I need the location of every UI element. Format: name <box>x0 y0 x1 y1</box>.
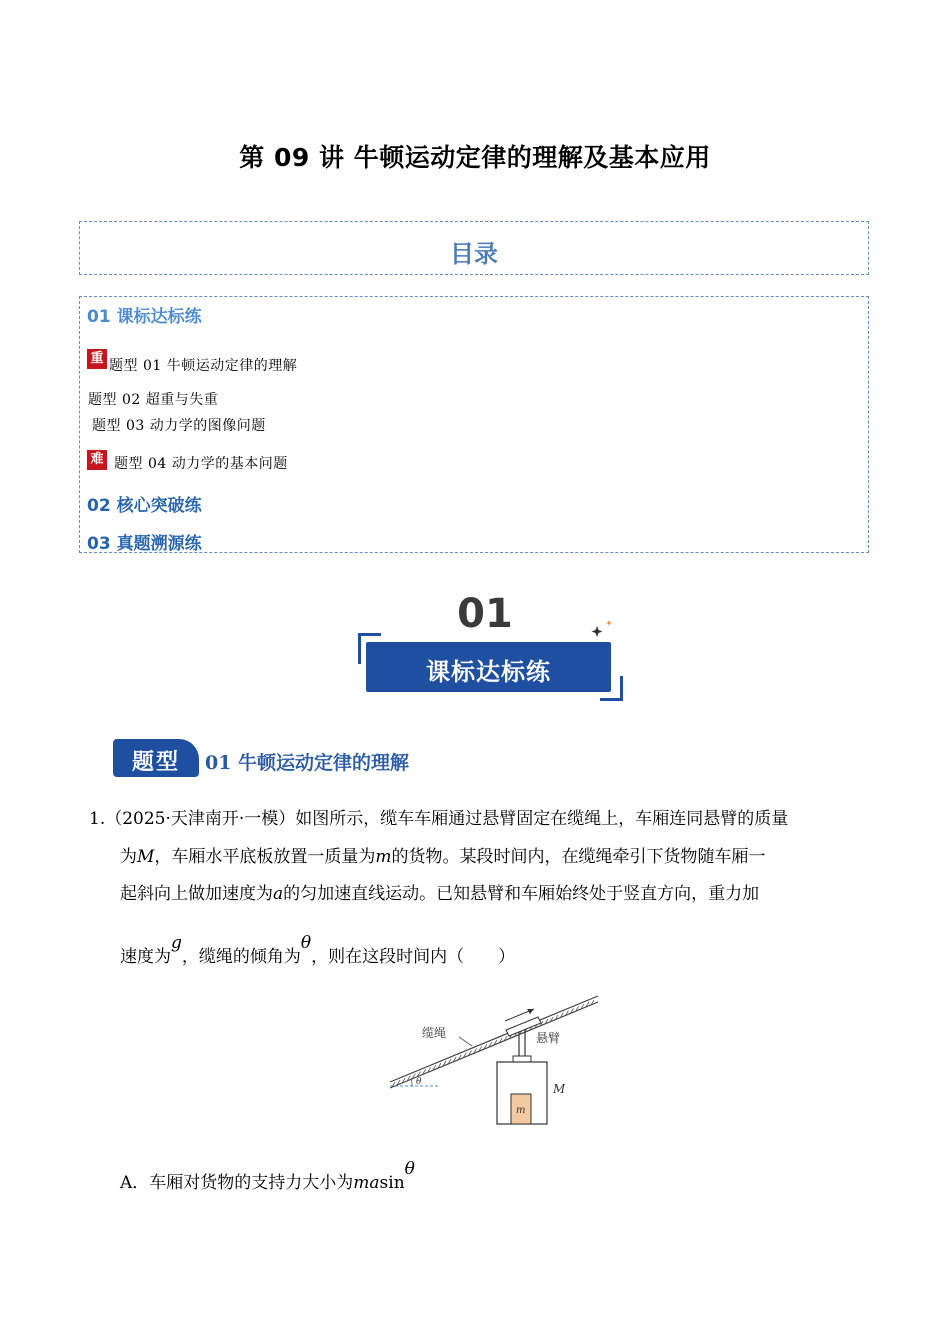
toc-item-type03[interactable]: 题型 03 动力学的图像问题 <box>92 418 266 434</box>
var-m: m <box>375 847 392 867</box>
key-badge: 重 <box>87 349 107 369</box>
cargo-label: m <box>516 1105 526 1116</box>
question-text-2a: 为 <box>120 847 137 867</box>
cable-car-diagram <box>388 990 603 1130</box>
option-a[interactable] <box>120 1159 415 1193</box>
toc-item-type02[interactable]: 题型 02 超重与失重 <box>88 392 219 408</box>
question-line-2 <box>120 842 766 867</box>
cable-label: 缆绳 <box>422 1026 447 1040</box>
question-text-3a: 起斜向上做加速度为 <box>120 884 273 904</box>
question-text-1: （2025·天津南开·一模）如图所示，缆车车厢通过悬臂固定在缆绳上，车厢连同悬臂的质量 <box>105 809 789 829</box>
option-a-theta: θ <box>404 1159 415 1179</box>
var-g: g <box>171 933 182 953</box>
toc-heading: 目录 <box>450 240 498 268</box>
question-type-badge <box>113 739 199 777</box>
toc-header-box <box>79 221 869 275</box>
hard-badge: 难 <box>87 450 107 470</box>
question-number: 1. <box>89 809 106 829</box>
toc-section-03[interactable]: 03 真题溯源练 <box>87 534 202 554</box>
question-line-3 <box>120 879 759 904</box>
toc-section-02[interactable]: 02 核心突破练 <box>87 496 202 516</box>
toc-item-type01[interactable]: 题型 01 牛顿运动定律的理解 <box>109 358 298 374</box>
option-a-fn: sin <box>379 1173 405 1193</box>
question-type-title: 01 牛顿运动定律的理解 <box>205 752 410 774</box>
page-title: 第 09 讲 牛顿运动定律的理解及基本应用 <box>239 143 711 172</box>
option-a-text: A．车厢对货物的支持力大小为 <box>120 1173 354 1193</box>
var-theta: θ <box>300 933 312 953</box>
arm-label: 悬臂 <box>536 1031 561 1045</box>
option-a-expr: ma <box>353 1173 380 1193</box>
banner-corner-bottom-right <box>600 676 623 701</box>
car-mass-label: M <box>553 1082 566 1096</box>
section-banner-label: 课标达标练 <box>426 658 551 686</box>
var-M: M <box>137 847 155 867</box>
var-a: a <box>273 884 284 904</box>
section-banner <box>366 642 611 692</box>
question-text-4b: ，缆绳的倾角为 <box>181 947 301 967</box>
toc-box <box>79 296 869 553</box>
toc-item-type04[interactable]: 题型 04 动力学的基本问题 <box>114 456 288 472</box>
toc-section-01[interactable]: 01 课标达标练 <box>87 307 202 327</box>
question-text-4a: 速度为 <box>120 947 171 967</box>
question-text-3b: 的匀加速直线运动。已知悬臂和车厢始终处于竖直方向，重力加 <box>283 884 760 904</box>
question-line-4 <box>120 933 516 967</box>
question-type-badge-text: 题型 <box>131 749 180 775</box>
question-line-1 <box>89 804 788 829</box>
question-text-4c: ，则在这段时间内（ ） <box>311 947 516 967</box>
theta-label: θ <box>416 1077 422 1087</box>
sparkle-icon <box>590 618 614 642</box>
section-number: 01 <box>457 591 513 637</box>
question-text-2b: ，车厢水平底板放置一质量为 <box>154 847 376 867</box>
question-text-2c: 的货物。某段时间内，在缆绳牵引下货物随车厢一 <box>391 847 766 867</box>
